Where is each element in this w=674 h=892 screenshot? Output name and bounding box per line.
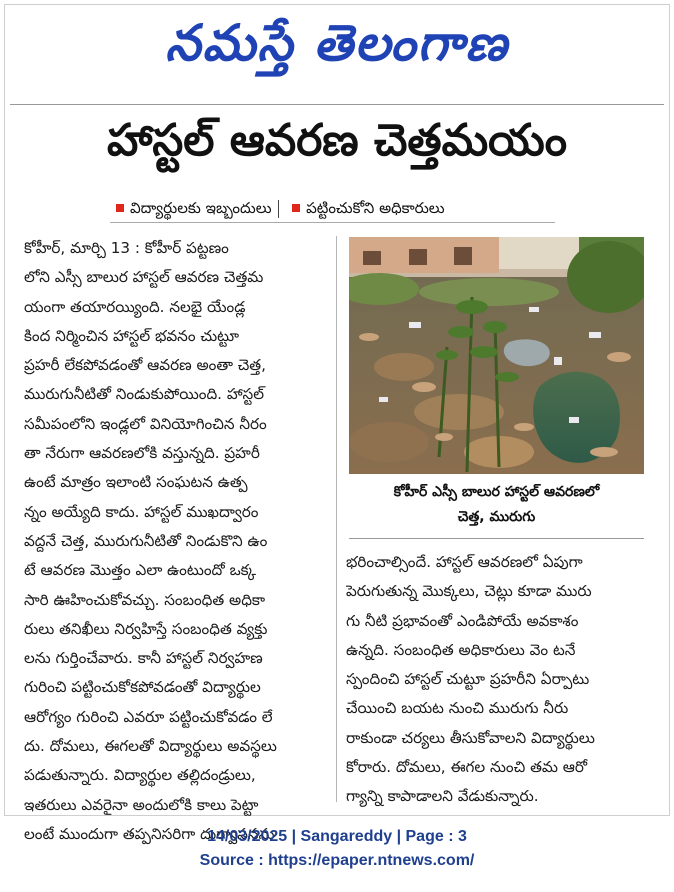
article-column-2 — [346, 548, 646, 808]
column-divider — [336, 236, 337, 802]
article-text-line: స్పందించి హాస్టల్ చుట్టూ ప్రహరీని ఏర్పాటు — [346, 670, 590, 689]
article-text-line: టే ఆవరణ మొత్తం ఎలా ఉంటుందో ఒక్క — [24, 561, 256, 580]
article-text-line: యంగా తయారయ్యింది. నలభై యేండ్ల — [24, 297, 246, 316]
article-text-line: రులు తనిఖీలు నిర్వహిస్తే సంబంధిత వ్యక్తు — [24, 619, 268, 638]
article-text-line: రాకుండా చర్యలు తీసుకోవాలని విద్యార్థులు — [346, 728, 595, 747]
article-text-line: లను గుర్తించేవారు. కానీ హాస్టల్ నిర్వహణ — [24, 649, 263, 668]
photo-caption — [349, 480, 644, 532]
red-bullet-icon — [116, 204, 124, 212]
masthead-divider — [10, 104, 664, 105]
photo-caption-line-2: చెత్త, మురుగు — [457, 509, 536, 525]
article-text-line: సమీపంలోని ఇండ్లలో వినియోగించిన నీరం — [24, 414, 267, 433]
hostel-premises-photo — [349, 237, 644, 474]
article-text-line: గ్యాన్ని కాపాడాలని వేడుకున్నారు. — [346, 787, 539, 806]
article-text-line: దు. దోమలు, ఈగలతో విద్యార్థులు అవస్థలు — [24, 737, 277, 756]
red-bullet-icon — [292, 204, 300, 212]
article-text-line: మురుగునీటితో నిండుకుపోయింది. హాస్టల్ — [24, 385, 264, 404]
article-headline: హాస్టల్ ఆవరణ చెత్తమయం — [106, 115, 568, 166]
newspaper-masthead: నమస్తే తెలంగాణ — [165, 14, 509, 72]
article-text-line: కోహీర్, మార్చి 13 : కోహీర్ పట్టణం — [24, 239, 229, 257]
article-text-line: ప్రహరీ లేకపోవడంతో ఆవరణ అంతా చెత్త, — [24, 356, 266, 375]
article-text-line: చేయించి బయట నుంచి మురుగు నీరు — [346, 699, 569, 718]
photo-caption-line-1: కోహీర్ ఎస్సీ బాలుర హాస్టల్ ఆవరణలో — [393, 484, 600, 500]
article-text-line: కింద నిర్మించిన హాస్టల్ భవనం చుట్టూ — [24, 326, 240, 345]
subheadline-1: విద్యార్థులకు ఇబ్బందులు — [130, 199, 272, 217]
article-text-line: గురించి పట్టించుకోకపోవడంతో విద్యార్థుల — [24, 678, 261, 697]
article-text-line: ఉంటే మాత్రం ఇలాంటి సంఘటన ఉత్ప — [24, 473, 248, 492]
article-text-line: న్నం అయ్యేది కాదు. హాస్టల్ ముఖద్వారం — [24, 502, 259, 521]
source-url: Source : https://epaper.ntnews.com/ — [199, 852, 475, 869]
article-text-line: గు నీటి ప్రభావంతో ఎండిపోయే అవకాశం — [346, 611, 579, 630]
article-text-line: ఇతరులు ఎవరైనా అందులోకి కాలు పెట్టా — [24, 795, 259, 814]
edition-info: 14/03/2025 | Sangareddy | Page : 3 — [207, 828, 467, 845]
subheadline-separator — [278, 200, 279, 218]
article-text-line: పెరుగుతున్న మొక్కలు, చెట్లు కూడా మురు — [346, 582, 592, 601]
article-text-line: ఉన్నది. సంబంధిత అధికారులు వెం టనే — [346, 640, 576, 659]
article-column-1 — [24, 234, 328, 843]
article-text-line: వద్దనే చెత్త, మురుగునీటితో నిండుకొని ఉం — [24, 531, 268, 550]
article-text-line: ఆరోగ్యం గురించి ఎవరూ పట్టించుకోవడం లే — [24, 707, 273, 726]
article-text-line: పడుతున్నారు. విద్యార్థుల తల్లిదండ్రులు, — [24, 766, 256, 785]
article-text-line: లోని ఎస్సీ బాలుర హాస్టల్ ఆవరణ చెత్తమ — [24, 268, 264, 287]
article-text-line: లంటే ముందుగా తప్పనిసరిగా దుర్వాసనను — [24, 824, 275, 843]
article-text-line: భరించాల్సిందే. హాస్టల్ ఆవరణలో ఏపుగా — [346, 553, 583, 571]
caption-divider — [349, 538, 644, 539]
article-text-line: తా నేరుగా ఆవరణలోకి వస్తున్నది. ప్రహరీ — [24, 444, 260, 463]
subheadline-2: పట్టించుకోని అధికారులు — [306, 199, 445, 217]
subheadline-underline — [110, 222, 555, 223]
article-text-line: సారి ఊహించుకోవచ్చు. సంబంధిత అధికా — [24, 590, 266, 609]
article-text-line: కోరారు. దోమలు, ఈగల నుంచి తమ ఆరో — [346, 758, 588, 777]
subheadline-row — [110, 197, 570, 219]
